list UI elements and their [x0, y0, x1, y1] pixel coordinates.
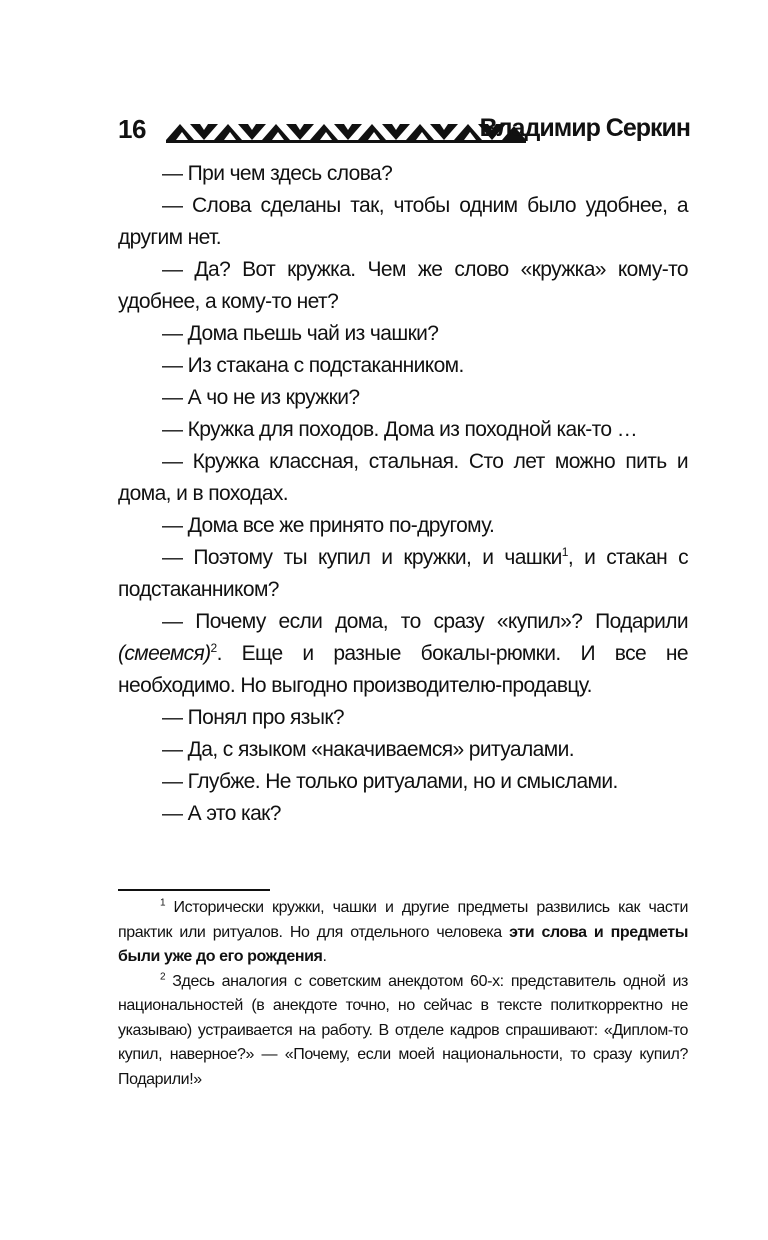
footnote-number: 2: [160, 971, 166, 983]
footnote-emphasis: эти слова и предметы были уже до его рождения: [118, 923, 688, 965]
dialogue-line: — Дома все же принято по-другому.: [162, 514, 495, 537]
dialogue-line: — Слова сделаны так, чтобы одним было удобнее, а другим нет.: [118, 194, 688, 249]
dialogue-line: — Глубже. Не только ритуалами, но и смыслами.: [162, 770, 618, 793]
dialogue-line-with-footnote: [118, 542, 688, 606]
dialogue-line: — Да, с языком «накачиваемся» ритуалами.: [162, 738, 574, 761]
dialogue-line: — При чем здесь слова?: [162, 162, 393, 185]
page-header: [118, 108, 690, 148]
footnote-text: Здесь аналогия с советским анекдотом 60-х: представитель одной из национальностей (в анекдоте точно, но сейчас в тексте политкорректно не указываю) устраивается на работу. В отделе кадров спрашивают: «Диплом-то купил, наверное?» — «Почему, если моей национальности, то сразу купил? Подарили!»: [118, 972, 688, 1088]
footnote-number: 1: [160, 897, 166, 909]
footnote-divider: [118, 889, 270, 891]
dialogue-line: — Понял про язык?: [162, 706, 344, 729]
dialogue-line: — Кружка классная, стальная. Сто лет можно пить и дома, и в походах.: [118, 450, 688, 505]
triangle-pattern-ornament-icon: [166, 120, 526, 144]
footnote-ref-2: 2: [210, 641, 217, 655]
dialogue-line: — А чо не из кружки?: [162, 386, 360, 409]
dialogue-line-with-footnote: [118, 606, 688, 702]
footnote-2: [118, 970, 688, 1093]
dialogue-line: — Да? Вот кружка. Чем же слово «кружка» кому-то удобнее, а кому-то нет?: [118, 258, 688, 313]
stage-direction: (смеемся): [118, 642, 211, 665]
dialogue-line: — А это как?: [162, 802, 281, 825]
footnote-ref-1: 1: [561, 545, 568, 559]
footnotes: [118, 896, 688, 1092]
dialogue-line: — Из стакана с подстаканником.: [162, 354, 464, 377]
dialogue-text: — Почему если дома, то сразу «купил»? Подарили: [162, 610, 688, 633]
footnote-text: Исторически кружки, чашки и другие предметы развились как части практик или ритуалов. Но для отдельного человека: [118, 899, 688, 941]
page-number: 16: [118, 114, 146, 144]
running-head-author: Владимир Серкин: [479, 114, 690, 142]
dialogue-text: — Поэтому ты купил и кружки, и чашки: [162, 546, 562, 569]
dialogue-text: . Еще и разные бокалы-рюмки. И все не необходимо. Но выгодно производителю-продавцу.: [118, 642, 688, 697]
body-text: [118, 158, 688, 830]
footnote-text-end: .: [322, 948, 327, 965]
dialogue-line: — Кружка для походов. Дома из походной как-то …: [162, 418, 638, 441]
dialogue-line: — Дома пьешь чай из чашки?: [162, 322, 439, 345]
dialogue-text: , и стакан с подстаканником?: [118, 546, 688, 601]
footnote-1: [118, 896, 688, 970]
